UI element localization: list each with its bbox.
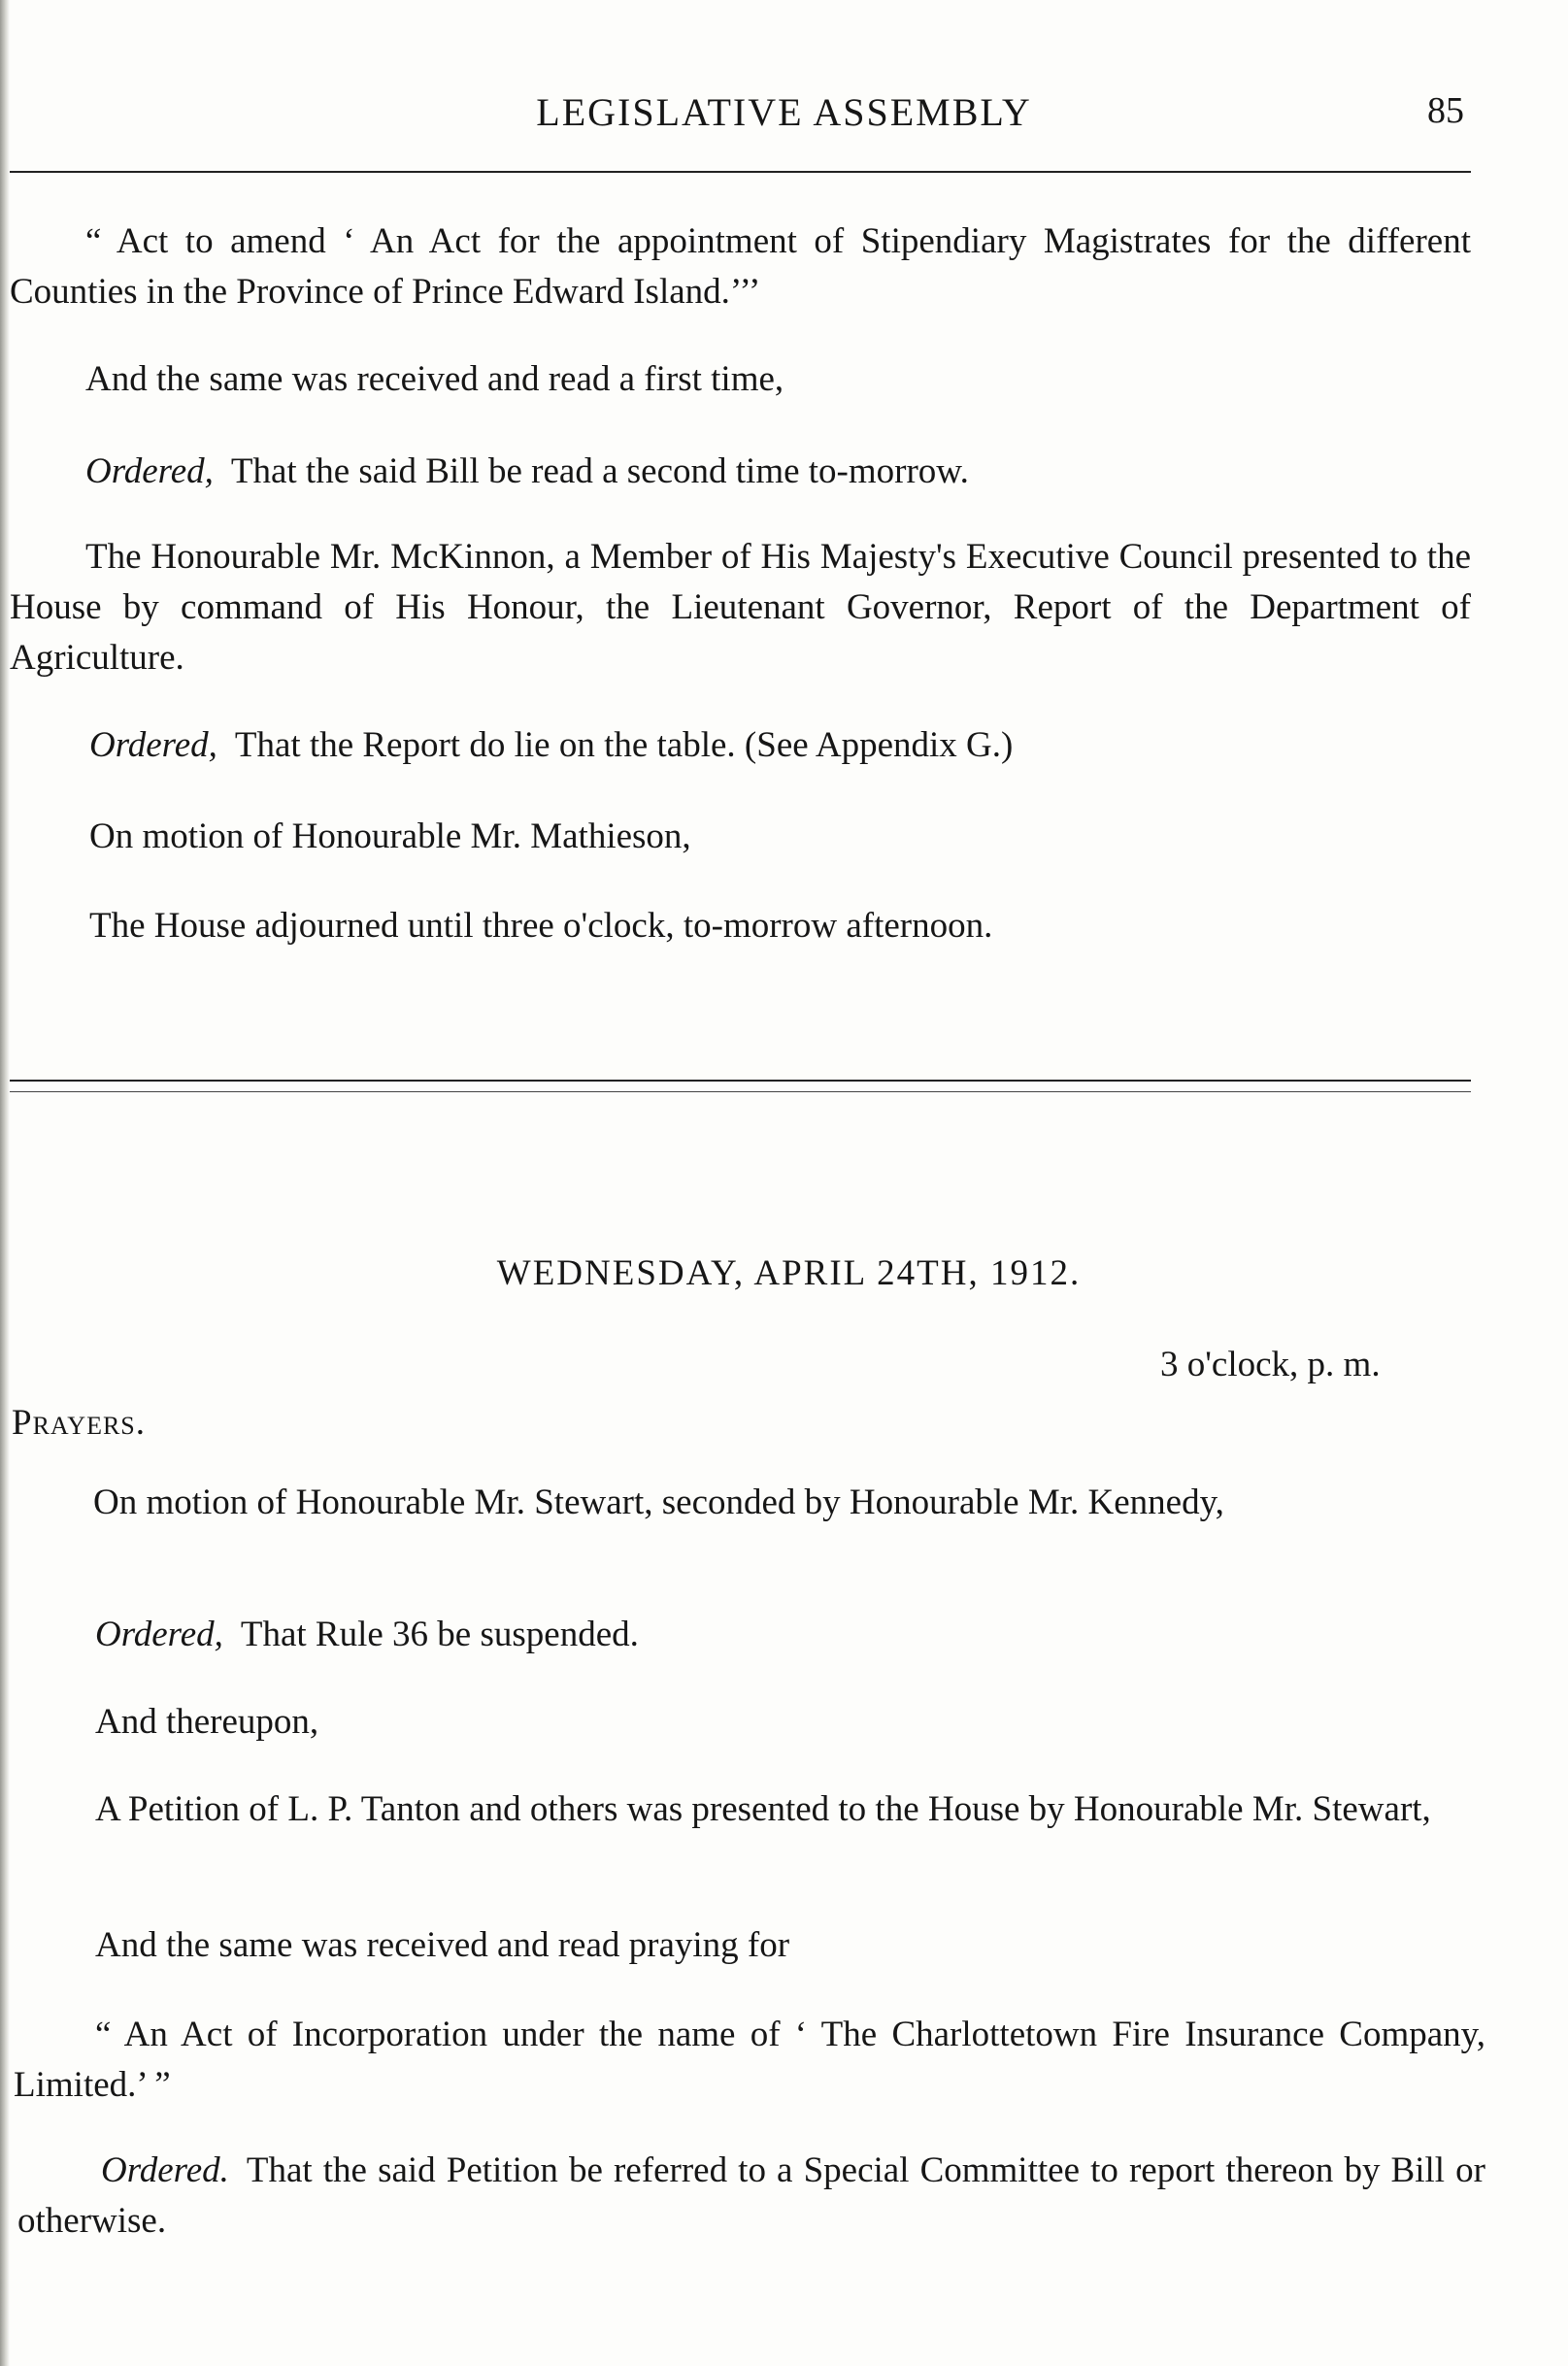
prayers-heading: Prayers. [12, 1403, 147, 1443]
ordered-text: That the Report do lie on the table. (See Appendix G.) [234, 725, 1014, 765]
paragraph-first-reading: And the same was received and read a first time, [85, 359, 784, 399]
paragraph-received-praying: And the same was received and read praying for [95, 1925, 790, 1965]
paragraph-ordered-second-reading [85, 447, 1471, 497]
section-divider-bottom [10, 1091, 1471, 1092]
paragraph-motion-mathieson: On motion of Honourable Mr. Mathieson, [89, 816, 691, 856]
paragraph-ordered-rule [95, 1610, 1471, 1660]
paragraph-report-presented: The Honourable Mr. McKinnon, a Member of His Majesty's Executive Council presented to the House by command of His Honour, the Lieutenant Governor, Report of the Department of Agriculture. [10, 537, 1471, 678]
running-header-title: LEGISLATIVE ASSEMBLY [536, 90, 1032, 134]
ordered-text: That Rule 36 be suspended. [240, 1615, 639, 1654]
sitting-time: 3 o'clock, p. m. [1160, 1345, 1381, 1384]
paragraph-act-title: “ Act to amend ‘ An Act for the appointment of Stipendiary Magistrates for the different Counties in the Province of Prince Edward Island.’’’ [10, 221, 1471, 312]
ordered-text: That the said Petition be referred to a Special Committee to report thereon by Bill or otherwise. [17, 2150, 1485, 2241]
paragraph-motion-stewart: On motion of Honourable Mr. Stewart, seconded by Honourable Mr. Kennedy, [93, 1483, 1224, 1522]
ordered-label: Ordered. [101, 2150, 229, 2190]
page-number: 85 [1427, 90, 1464, 131]
ordered-label: Ordered, [95, 1615, 223, 1654]
header-rule [10, 171, 1471, 173]
paragraph-ordered-committee [17, 2146, 1485, 2247]
paragraph-thereupon: And thereupon, [95, 1702, 319, 1742]
ordered-text: That the said Bill be read a second time to-morrow. [230, 451, 969, 491]
sitting-date-heading: WEDNESDAY, APRIL 24TH, 1912. [496, 1253, 1082, 1293]
paragraph-house-adjourned: The House adjourned until three o'clock, to-morrow afternoon. [89, 906, 993, 946]
paragraph-petition-tanton: A Petition of L. P. Tanton and others was presented to the House by Honourable Mr. Stewart, [95, 1789, 1431, 1829]
ordered-label: Ordered, [89, 725, 217, 765]
page-edge-shadow [0, 0, 10, 2366]
paragraph-ordered-report [89, 720, 1471, 771]
paragraph-act-incorporation: “ An Act of Incorporation under the name of ‘ The Charlottetown Fire Insurance Company, Limited.’ ” [14, 2015, 1485, 2105]
section-divider-top [10, 1080, 1471, 1082]
ordered-label: Ordered, [85, 451, 214, 491]
